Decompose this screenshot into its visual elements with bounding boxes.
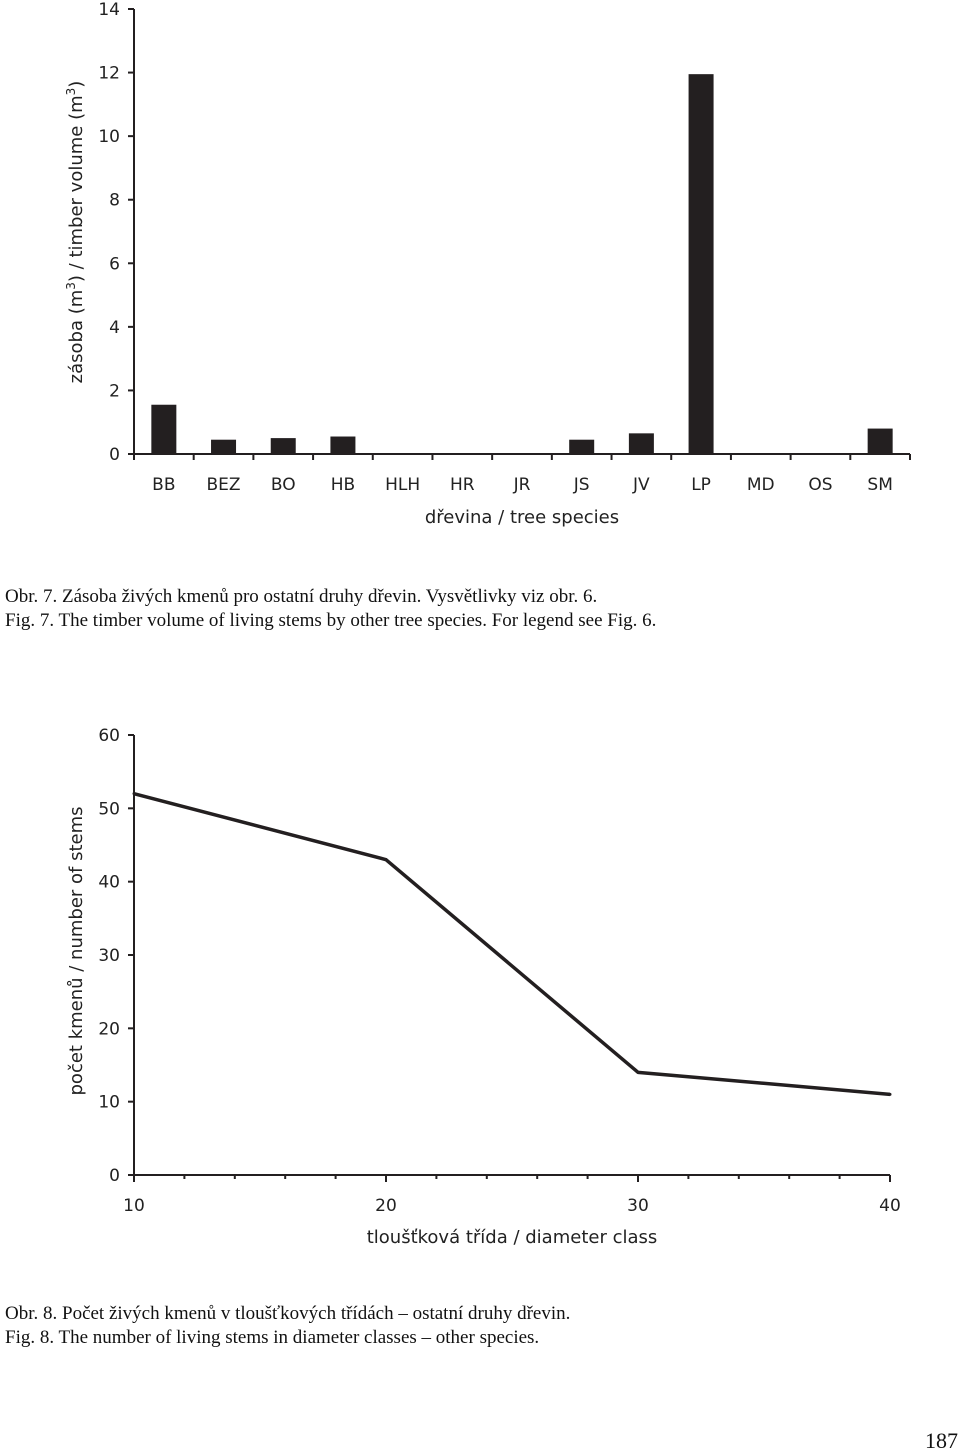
x-tick-label: 30 <box>627 1196 649 1216</box>
y-axis-title-sup: 3 <box>64 87 78 96</box>
page-number: 187 <box>925 1428 958 1453</box>
x-tick-label: 20 <box>375 1196 397 1216</box>
y-tick-label: 10 <box>98 1092 120 1113</box>
x-tick-label: BO <box>270 475 296 495</box>
y-axis-title: počet kmenů / number of stems <box>66 806 87 1096</box>
x-tick-label: SM <box>867 475 893 495</box>
x-tick-label: OS <box>808 475 833 495</box>
y-tick-label: 20 <box>98 1019 120 1040</box>
x-tick-label: BEZ <box>206 475 241 495</box>
x-tick-label: JV <box>633 475 650 495</box>
fig7-caption-cz: Obr. 7. Zásoba živých kmenů pro ostatní druhy dřevin. Vysvětlivky viz obr. 6. <box>5 586 598 607</box>
y-axis-title-part: ) / timber volume (m <box>66 95 87 283</box>
data-point <box>133 792 136 795</box>
bar-sm <box>868 429 893 454</box>
line-chart-labels <box>66 726 901 1248</box>
x-tick-label: HR <box>450 475 475 495</box>
y-axis-title-part: ) <box>66 80 87 88</box>
y-tick-label: 0 <box>109 1166 120 1186</box>
bar-jv <box>629 433 654 454</box>
x-axis-title: tloušťková třída / diameter class <box>366 1227 658 1248</box>
bar-bez <box>211 440 236 454</box>
bar-chart-axes <box>128 9 910 460</box>
x-axis-title: dřevina / tree species <box>424 507 620 528</box>
data-point <box>889 1093 892 1096</box>
y-axis-title-sup: 3 <box>64 282 78 290</box>
y-tick-label: 14 <box>98 0 120 20</box>
fig7-caption <box>5 585 656 633</box>
data-point <box>385 858 388 861</box>
bar-js <box>569 440 594 454</box>
line-chart-series <box>133 792 892 1096</box>
y-tick-label: 0 <box>109 445 120 465</box>
y-tick-label: 60 <box>98 726 120 746</box>
y-tick-label: 8 <box>109 190 120 211</box>
x-tick-label: JS <box>573 475 590 495</box>
bar-bo <box>271 438 296 454</box>
fig8-caption-cz: Obr. 8. Počet živých kmenů v tloušťkových třídách – ostatní druhy dřevin. <box>5 1303 571 1324</box>
y-tick-label: 6 <box>109 254 120 275</box>
y-tick-label: 12 <box>98 63 120 84</box>
bar-lp <box>689 74 714 454</box>
y-axis-title-part: zásoba (m <box>66 289 87 384</box>
x-tick-label: JR <box>513 475 531 495</box>
bar-hb <box>330 437 355 454</box>
x-tick-label: LP <box>691 475 711 495</box>
y-tick-label: 10 <box>98 127 120 148</box>
stem-count-line-chart <box>0 715 960 1260</box>
bar-chart-labels <box>64 0 893 528</box>
fig8-caption <box>5 1302 570 1350</box>
x-tick-label: 10 <box>123 1196 145 1216</box>
x-tick-label: HLH <box>385 475 421 495</box>
fig7-caption-en: Fig. 7. The timber volume of living stems by other tree species. For legend see Fig. 6. <box>5 610 657 631</box>
y-tick-label: 50 <box>98 799 120 820</box>
x-tick-label: HB <box>330 475 356 495</box>
bar-chart-bars <box>151 74 892 454</box>
x-tick-label: BB <box>152 475 176 495</box>
x-tick-label: 40 <box>879 1196 901 1216</box>
timber-volume-bar-chart <box>0 0 960 545</box>
bar-bb <box>151 405 176 454</box>
stem-count-series-line <box>134 794 890 1095</box>
fig8-caption-en: Fig. 8. The number of living stems in diameter classes – other species. <box>5 1327 540 1348</box>
y-axis-title <box>64 81 87 384</box>
y-tick-label: 4 <box>109 317 120 338</box>
x-tick-label: MD <box>746 475 775 495</box>
data-point <box>637 1071 640 1074</box>
y-tick-label: 40 <box>98 872 120 893</box>
y-tick-label: 2 <box>109 381 120 402</box>
line-chart-axes <box>128 735 890 1182</box>
y-tick-label: 30 <box>98 946 120 966</box>
